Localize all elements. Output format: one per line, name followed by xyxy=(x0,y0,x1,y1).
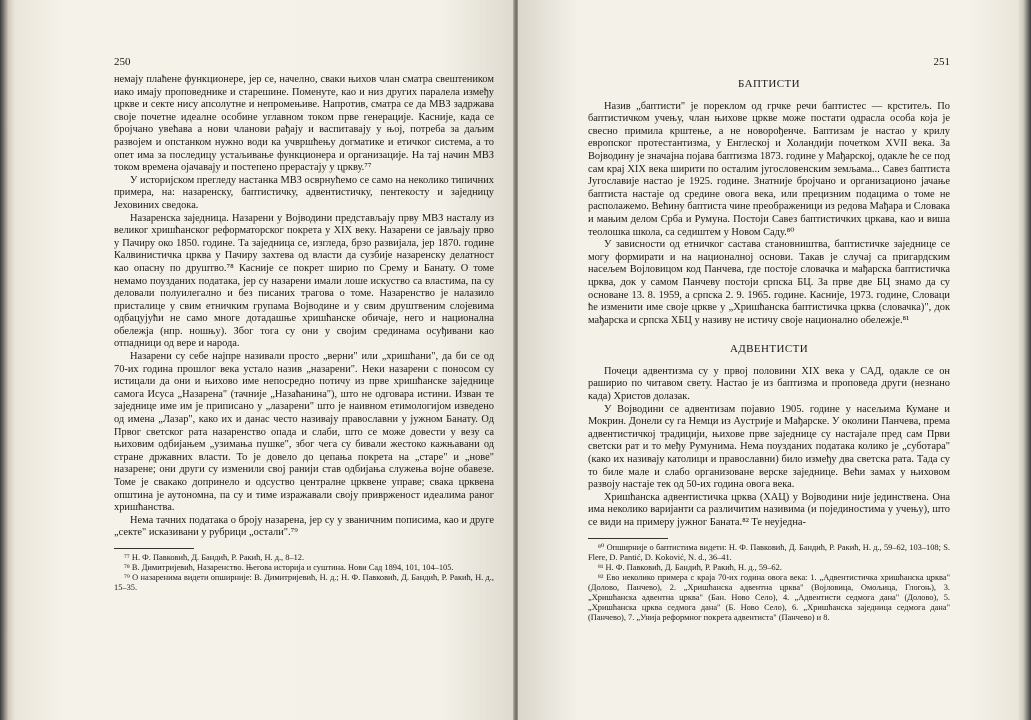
paragraph: Назаренска заједница. Назарени у Војводини представљају прву МВЗ насталу из великог хришћанског реформаторског покрета у XIX веку. Назарени се јављају прво у Пачиру око 1850. године. Та заједница се, изгледа, брзо развијала, јер 1870. године Калвинистичка црква у Пачиру захтева од власти да сузбије назаренску делатност као опасну по друштво.⁷⁸ Касније се покрет ширио по Срему и Банату. О томе немамо поузданих података, јер су назарени имали лоше искуство са властима, па су деловали полуилегално и без писаних трагова о томе. Назаренство је налазило присталице у свим етничким групама Војводине и у свим друштвеним слојевима одбацујући не само многе дотадашње хришћанске обичаје, него и национална обележја (нпр. ношњу). Због тога су они у својим срединама осуђивани као отпадници од вере и народа. xyxy=(114,212,494,350)
page-number-left: 250 xyxy=(114,56,131,68)
paragraph: немају плаћене функционере, јер се, начелно, сваки њихов члан сматра свештеником иако имају проповеднике и старешине. Поменуте, као и низ других паралела између цркве и секте нису апсолутне и непромењиве. Напротив, сматра се да МВЗ задржава своје почетне идеалне особине углавном током прве генерације. Касније, када се бројчано увећава а нови чланови рађају и васпитавају у њој, потреба за даљим развојем и опстанком нужно води ка учвршћењу догматике и етичког система, а то опет има за последицу устаљивање функционера и организације. На тај начин МВЗ током времена ојачавају и постепено прерастају у цркву.⁷⁷ xyxy=(114,74,494,174)
paragraph: Почеци адвентизма су у првој половини XIX века у САД, одакле се он раширио по читавом свету. Настао је из баптизма и проповеда други (незнано када) Христов долазак. xyxy=(588,365,950,403)
left-page-body xyxy=(114,74,494,593)
paragraph: У зависности од етничког састава становништва, баптистичке заједнице се могу формирати и на националној основи. Такав је случај са пригардским насељем Војловицом код Панчева, где постоје словачка и мађарска баптистичка црква, док у самом Панчеву постоји српска БЦ. За прве две БЦ знамо да су основане 13. 8. 1959, а српска 2. 9. 1965. године. Касније, 1973. године, Словаци ће изменити име своје цркве у „Хришћанска баптистичка црква (словачка)", док мађарска и српска ХБЦ у називу не истичу своје национално обележје.⁸¹ xyxy=(588,239,950,326)
paragraph: Назарени су себе најпре називали просто „верни" или „хришћани", да би се од 70-их година прошлог века устало назив „назарени". Неки назарени с поносом су истицали да они и њихово име непосредно потичу из прве хришћанске заједнице самога Исуса „Назарена" (тачније „Назаћанина"), што не одговара истини. Изван те заједнице име им је приписано у „лазарени" што је наивном етимологијом изведено од имена „Лазар", како их и данас често називају православни у јужном Банату. Од Првог светског рата назаренство опада и слаби, што се може довести у везу са њиховим одбијањем „узимања пушке", због чега су бивали жестоко кажњавани од стране државних власти. То је довело до цепања покрета на „старе" и „нове" назарене; они други су изменили свој ранији став одбијања служења војне обавезе. Томе је свакако допринело и одсуство централне црквене управе; свака црквена општина је аутономна, па су и тиме изражавали своју приврженост идеалима раног хришћанства. xyxy=(114,351,494,514)
footnote: ⁸⁰ Опширније о баптистима видети: Н. Ф. Павковић, Д. Бандић, Р. Ракић, Н. д., 59–62, 103–108; S. Flere, D. Pantić, D. Koković, N. d., 36–41. xyxy=(588,542,950,562)
footnote-rule xyxy=(114,548,194,549)
paragraph: Хришћанска адвентистичка црква (ХАЦ) у Војводини није јединствена. Она има неколико варијанти са различитим називима (и појединостима у учењу), што се види на примеру јужног Баната.⁸² Те неуједна- xyxy=(588,491,950,528)
right-page-edge xyxy=(1018,0,1031,720)
footnotes-left xyxy=(114,553,494,593)
right-page-body xyxy=(588,74,950,623)
footnote: ⁸² Ево неколико примера с краја 70-их година овога века: 1. „Адвентистичка хришћанска црква" (Долово, Панчево), 2. „Хришћанска адвентна црква" (Војловица, Омољица, Глогоњ), 3. „Хришћанска адвентна црква" (Бан. Ново Село), 4. „Адвентисти седмога дана" (Долово), 5. „Хришћанска црква седмога дана" (Б. Ново Село), 6. „Хришћанска заједница седмога дана" (Панчево), 7. „Унија реформног покрета адвентиста" (Панчево) и 8. xyxy=(588,572,950,622)
section-heading-baptists: БАПТИСТИ xyxy=(738,78,800,90)
paragraph: Нема тачних података о броју назарена, јер су у званичним пописима, као и друге „секте" исказивани у рубрици „остали".⁷⁹ xyxy=(114,514,494,539)
footnote: ⁷⁹ О назаренима видети опширније: В. Димитријевић, Н. д.; Н. Ф. Павковић, Д. Бандић, Р. Ракић, Н. д., 15–35. xyxy=(114,572,494,592)
footnotes-right xyxy=(588,543,950,623)
paragraph: У историјском прегледу настанка МВЗ осврнућемо се само на неколико типичних примера, на: назаренску, баптистичку, адвентистичку, пентекосту и заједницу Јеховиних сведока. xyxy=(114,174,494,211)
left-page-edge xyxy=(0,0,14,720)
page-number-right: 251 xyxy=(933,56,950,68)
right-page xyxy=(518,0,1018,720)
footnote: ⁷⁷ Н. Ф. Павковић, Д. Бандић, Р. Ракић, Н. д., 8–12. xyxy=(124,552,305,562)
paragraph: У Војводини се адвентизам појавио 1905. године у насељима Кумане и Мокрин. Донели су га Немци из Аустрије и Мађарске. У околини Панчева, према адвентистичкој традицији, њихове прве заједнице су настајале пред сам Први светски рат и то међу Румунима. Нема поузданих података колико је „суботара" (како их називају католици и православни) било између два светска рата. Тада су то биле мале и слабо организоване верске заједнице. Већи замах у њиховом развоју настаје тек од 50-их година овога века. xyxy=(588,403,950,491)
footnote: ⁸¹ Н. Ф. Павковић, Д. Бандић, Р. Ракић, Н. д., 59–62. xyxy=(598,562,782,572)
footnote: ⁷⁸ В. Димитријевић, Назаренство. Његова историја и суштина. Нови Сад 1894, 101, 104–105. xyxy=(124,562,454,572)
left-page xyxy=(14,0,515,720)
paragraph: Назив „баптисти" је пореклом од грчке речи баптистес — крститељ. По баптистичком учењу, члан њихове цркве може постати одрасла особа која је свесно примила крштење, а не новорођенче. Баптизам је настао у крилу европског протестантизма, у Енглеској и Холандији почетком XVII века. За Војводину је значајна појава баптизма 1873. године у Мађарској, одакле ће се под сам крај XIX века ширити по осталим југословенским земљама... Савез баптиста Југославије настао је 1925. године. Знатније бројчано и организационо јачање баптиста настаје од средине овога века, или прецизним подацима о томе не располажемо. Већину баптиста чине преображеници из редова Мађара и Словака и мањим делом Срба и Румуна. Постоји Савез баптистичких цркава, као и виша теолошка школа, са седиштем у Новом Саду.⁸⁰ xyxy=(588,100,950,238)
section-heading-adventists: АДВЕНТИСТИ xyxy=(729,343,809,356)
footnote-rule xyxy=(588,538,668,539)
